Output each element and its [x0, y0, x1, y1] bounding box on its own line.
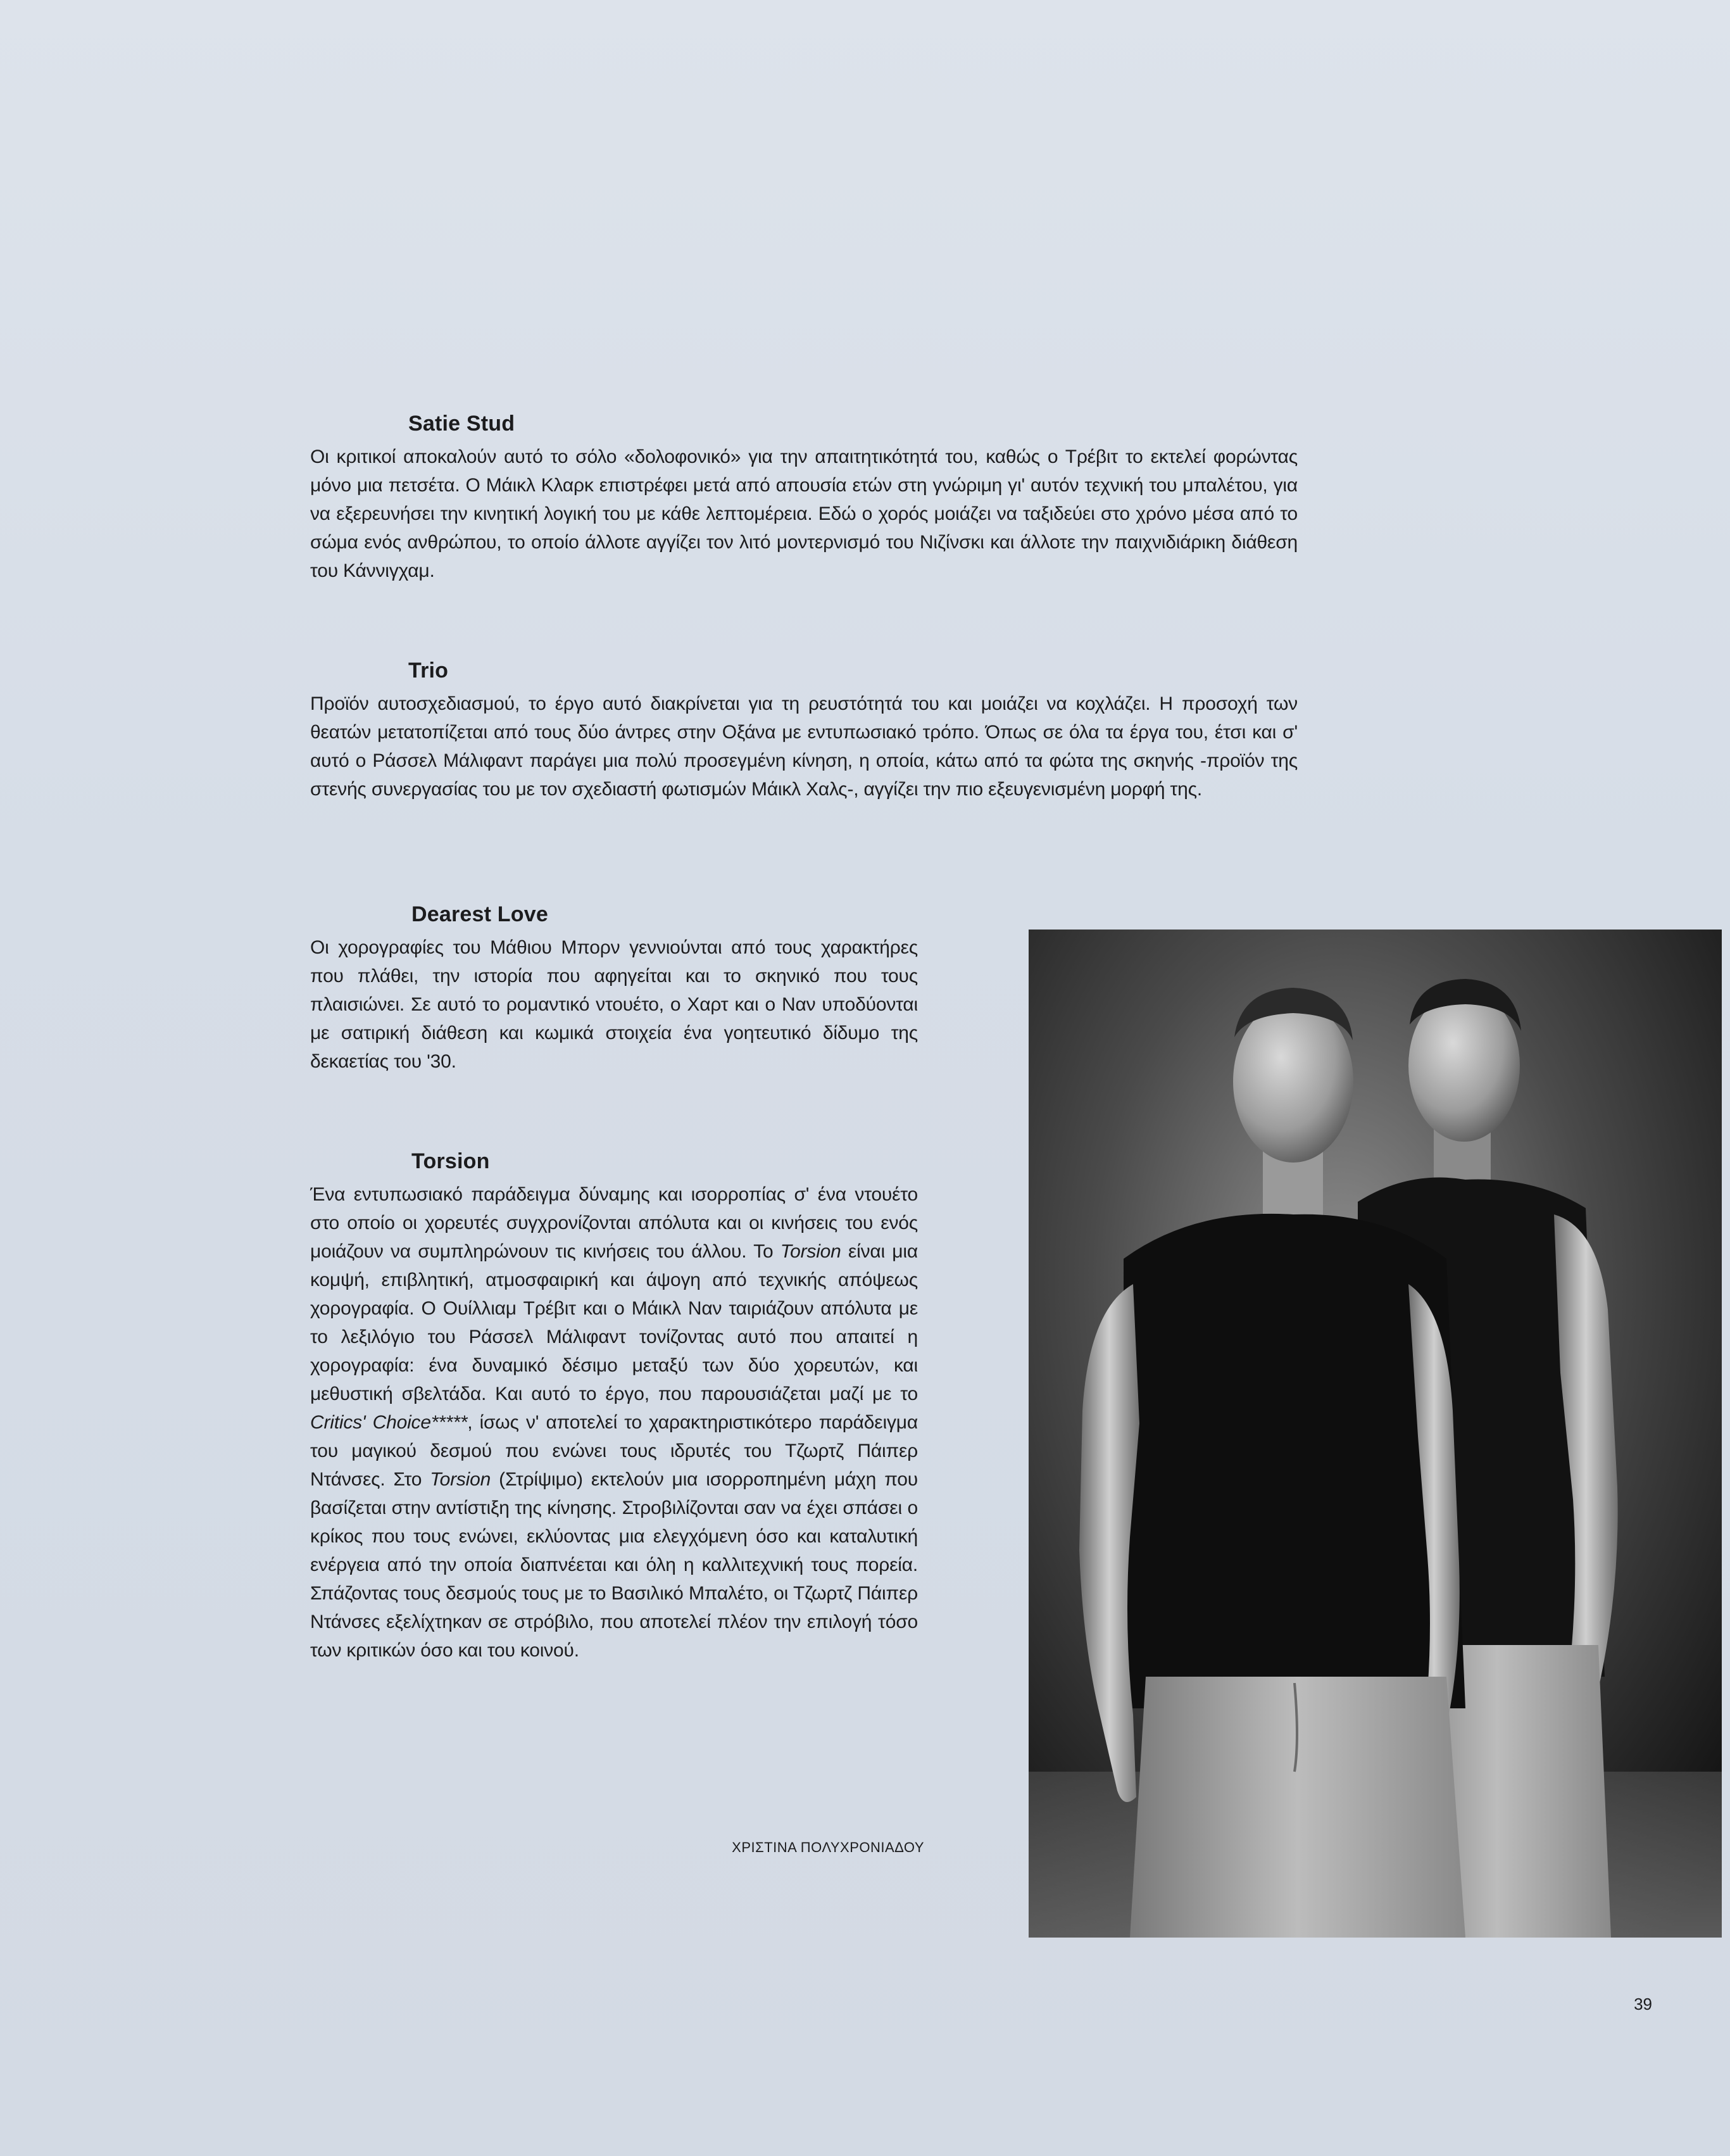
section-title-satie-stud: Satie Stud: [408, 412, 515, 436]
torsion-text-part-4: (Στρίψιμο) εκτελούν μια ισορροπημένη μάχη που βασίζεται στην αντίστιξη της κίνησης. Στροβιλίζονται σαν να έχει σπάσει ο κρίκος που τους ενώνει, εκλύοντας μια ελεγχόμενη όσο και καταλυτική ενέργεια από την οποία διαπνέεται και όλη η καλλιτεχνική τους πορεία. Σπάζοντας τους δεσμούς τους με το Βασιλικό Μπαλέτο, οι Τζωρτζ Πάιπερ Ντάνσες εξελίχτηκαν σε στρόβιλο, που αποτελεί πλέον την επιλογή τόσο των κριτικών όσο και του κοινού.: [310, 1469, 918, 1661]
author-byline: ΧΡΙΣΤΙΝΑ ΠΟΛΥΧΡΟΝΙΑΔΟΥ: [732, 1839, 924, 1855]
section-text-trio: Προϊόν αυτοσχεδιασμού, το έργο αυτό διακρίνεται για τη ρευστότητά του και μοιάζει να κοχλάζει. Η προσοχή των θεατών μετατοπίζεται από τους δύο άντρες στην Οξάνα με εντυπωσιακό τρόπο. Όπως σε όλα τα έργα του, έτσι και σ' αυτό ο Ράσσελ Μάλιφαντ παράγει μια πολύ προσεγμένη κίνηση, η οποία, κάτω από τα φώτα της σκηνής -προϊόν της στενής συνεργασίας του με τον σχεδιαστή φωτισμών Μάικλ Χαλς-, αγγίζει την πιο εξευγενισμένη μορφή της.: [310, 693, 1298, 800]
page-number: 39: [1634, 1995, 1652, 2014]
torsion-italic-critics-choice: Critics' Choice*****: [310, 1412, 468, 1433]
section-title-torsion: Torsion: [411, 1149, 490, 1173]
torsion-italic-title-1: Torsion: [780, 1241, 841, 1262]
section-text-satie-stud: Οι κριτικοί αποκαλούν αυτό το σόλο «δολοφονικό» για την απαιτητικότητά του, καθώς ο Τρέβιτ το εκτελεί φορώντας μόνο μια πετσέτα. Ο Μάικλ Κλαρκ επιστρέφει μετά από απουσία ετών στη γνώριμη γι' αυτόν τεχνική του μπαλέτου, για να εξερευνήσει την κινητική λογική του με κάθε λεπτομέρεια. Εδώ ο χορός μοιάζει να ταξιδεύει στο χρόνο μέσα από το σώμα ενός ανθρώπου, το οποίο άλλοτε αγγίζει τον λιτό μοντερνισμό του Νιζίνσκι και άλλοτε την παιχνιδιάρικη διάθεση του Κάννιγχαμ.: [310, 446, 1298, 581]
torsion-italic-title-2: Torsion: [430, 1469, 491, 1490]
section-dearest-love: [310, 902, 918, 1076]
section-satie-stud: [310, 412, 1298, 585]
torsion-text-part-1: Ένα εντυπωσιακό παράδειγμα δύναμης και ισορροπίας σ' ένα ντουέτο στο οποίο οι χορευτές συγχρονίζονται απόλυτα και οι κινήσεις του ενός μοιάζουν να συμπληρώνουν τις κινήσεις του άλλου. Το: [310, 1184, 918, 1262]
section-trio: [310, 659, 1298, 804]
section-torsion: [310, 1149, 918, 1665]
dancers-photo: [1029, 930, 1722, 1938]
section-title-trio: Trio: [408, 659, 449, 683]
dancers-photo-illustration: [1029, 930, 1722, 1938]
section-text-dearest-love: Οι χορογραφίες του Μάθιου Μπορν γεννιούνται από τους χαρακτήρες που πλάθει, την ιστορία που αφηγείται και το σκηνικό που τους πλαισιώνει. Σε αυτό το ρομαντικό ντουέτο, ο Χαρτ και ο Ναν υποδύονται με σατιρική διάθεση και κωμικά στοιχεία ένα γοητευτικό δίδυμο της δεκαετίας του '30.: [310, 937, 918, 1072]
section-text-torsion: [310, 1180, 918, 1665]
torsion-text-part-2: είναι μια κομψή, επιβλητική, ατμοσφαιρική και άψογη από τεχνικής απόψεως χορογραφία. Ο Ουίλλιαμ Τρέβιτ και ο Μάικλ Ναν ταιριάζουν απόλυτα με το λεξιλόγιο του Ράσσελ Μάλιφαντ τονίζοντας αυτό που απαιτεί η χορογραφία: ένα δυναμικό δέσιμο μεταξύ των δύο χορευτών, και μεθυστική σβελτάδα. Και αυτό το έργο, που παρουσιάζεται μαζί με το: [310, 1241, 918, 1404]
torsion-text-part-3: , ίσως ν' αποτελεί το χαρακτηριστικότερο παράδειγμα του μαγικού δεσμού που ενώνει τους ιδρυτές του Τζωρτζ Πάιπερ Ντάνσες. Στο: [310, 1412, 918, 1490]
section-title-dearest-love: Dearest Love: [411, 902, 548, 926]
